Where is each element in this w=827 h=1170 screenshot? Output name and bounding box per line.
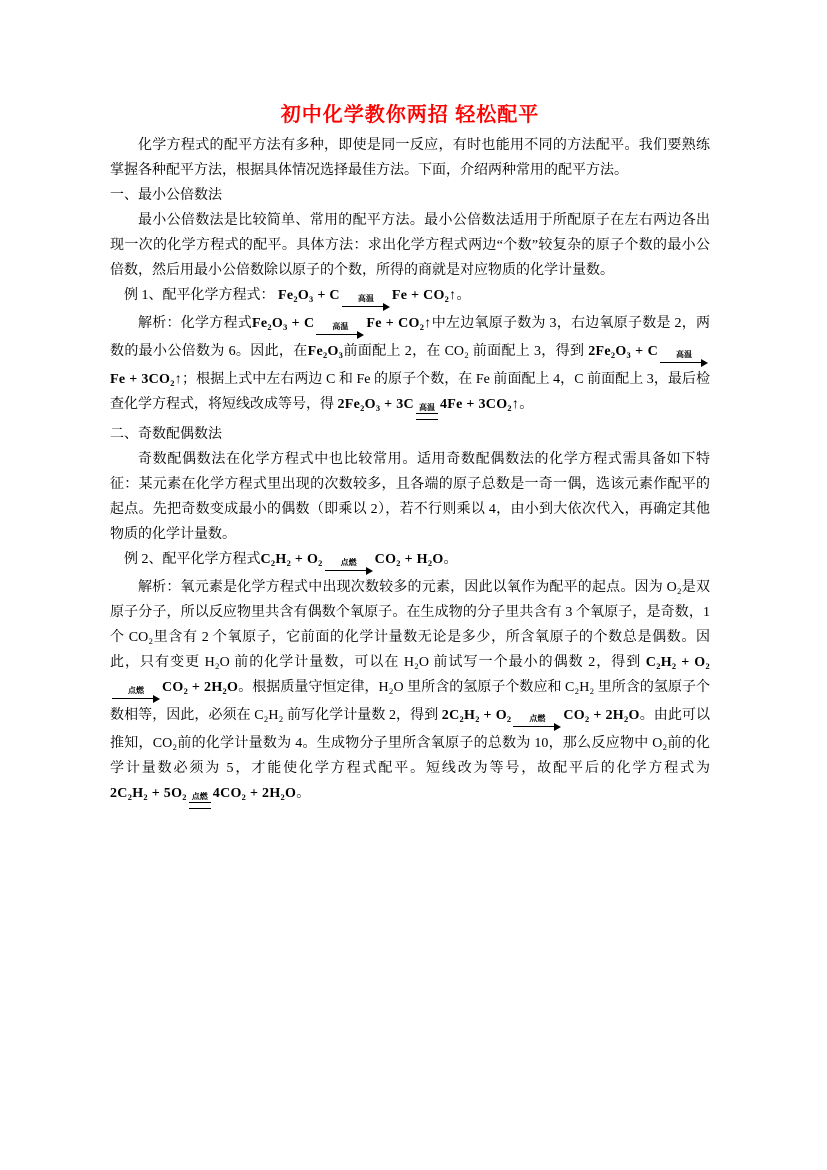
arrow-shaft-icon [325,567,373,575]
chem-formula: 4Fe + 3CO₂↑ [439,397,520,412]
document-content [110,98,710,811]
chem-formula: C₂H₂ + O₂ [645,655,710,670]
section1-heading: 一、最小公倍数法 [110,188,222,203]
example2-lead: 例 2、配平化学方程式 [124,552,261,567]
section1-body: 最小公倍数法是比较简单、常用的配平方法。最小公倍数法适用于所配原子在左右两边各出现一次的化学方程式的配平。具体方法：求出化学方程式两边“个数”较复杂的原子个数的最小公倍数，然后用最小公倍数除以原子的个数，所得的商就是对应物质的化学计量数。 [110,213,710,278]
reaction-condition-label: 点燃 [128,686,144,695]
analysis1-text: 。 [519,397,534,412]
chem-formula: CO₂ + H₂O [374,552,444,567]
analysis2-text: 解析：氧元素是化学方程式中出现次数较多的元素，因此以氧作为配平的起点。因为 O₂是双原子分子，所以反应物里共含有偶数个氧原子。在生成物的分子里共含有 3 个氧原子，是奇数，1 个 CO₂里含有 2 个氧原子，它前面的化学计量数无论是多少，所含氧原子的个数总是偶数。因此，只有变更 H₂O 前的化学计量数，可以在 H₂O 前试写一个最小的偶数 2，得到 [110,580,710,670]
reaction-equals [189,792,211,811]
equals-bars-icon [416,413,438,420]
intro-paragraph: 化学方程式的配平方法有多种，即使是同一反应，有时也能用不同的方法配平。我们要熟练掌握各种配平方法，根据具体情况选择最佳方法。下面，介绍两种常用的配平方法。 [110,138,710,178]
example1-line [110,283,710,311]
chem-formula: 2Fe₂O₃ + C [588,344,659,359]
analysis1-text: 前面配上 2，在 CO₂ 前面配上 3，得到 [343,344,589,359]
reaction-arrow [325,558,373,575]
analysis2-paragraph [110,575,710,811]
chem-formula: 2C₂H₂ + 5O₂ [110,786,187,801]
analysis2-text: 。 [296,786,311,801]
chem-formula: CO₂ + 2H₂O [162,680,239,695]
example2-line [110,547,710,575]
analysis1-paragraph [110,311,710,422]
reaction-condition-label: 高温 [418,403,435,412]
arrow-shaft-icon [342,303,390,311]
chem-formula: Fe₂O₃ + C [278,288,340,303]
chem-formula: C₂H₂ + O₂ [260,552,323,567]
reaction-condition-label: 高温 [357,294,374,303]
reaction-arrow [112,686,160,703]
chem-formula: CO₂ + 2H₂O [563,708,640,723]
analysis1-text: 解析：化学方程式 [138,316,253,331]
reaction-condition-label: 高温 [332,322,349,331]
sentence-end: 。 [456,288,471,303]
chem-formula: 2C₂H₂ + O₂ [441,708,512,723]
arrow-shaft-icon [316,331,364,339]
chem-formula: Fe₂O₃ [307,344,344,359]
reaction-condition-label: 点燃 [529,714,546,723]
arrow-shaft-icon [660,359,708,367]
page-title: 初中化学教你两招 轻松配平 [280,104,540,126]
example1-lead: 例 1、配平化学方程式： [124,288,278,303]
sentence-end: 。 [443,552,458,567]
chem-formula: 2Fe₂O₃ + 3C [337,397,414,412]
chem-formula: Fe₂O₃ + C [252,316,315,331]
section2-heading: 二、奇数配偶数法 [110,427,222,442]
analysis2-text: 。根据质量守恒定律，H₂O 里所含的氢原子个数应和 C₂H₂ 里所含的氢原子个数相等，因此，必须在 C₂H₂ 前写化学计量数 2，得到 [110,680,710,723]
arrow-shaft-icon [112,695,160,703]
reaction-arrow [342,294,390,311]
reaction-arrow [513,714,561,731]
section2-body: 奇数配偶数法在化学方程式中也比较常用。适用奇数配偶数法的化学方程式需具备如下特征：某元素在化学方程式里出现的次数较多，且各端的原子总数是一奇一偶，选该元素作配平的起点。先把奇数变成最小的偶数（即乘以 2），若不行则乘以 4，由小到大依次代入，再确定其他物质的化学计量数。 [110,452,710,542]
reaction-arrow [660,350,708,367]
analysis1-text: 中左边氧原子数为 3，右边氧原子数是 2，两数的最小公倍数为 6。因此，在 [110,316,711,359]
reaction-condition-label: 高温 [676,350,693,359]
analysis2-text: 。由此可以推知，CO₂前的化学计量数为 4。生成物分子里所含氧原子的总数为 10，那么反应物中 O₂前的化学计量数必须为 5，才能使化学方程式配平。短线改为等号，故配平后的化学方程式为 [110,708,710,776]
chem-formula: Fe + 3CO₂↑ [110,372,183,387]
reaction-condition-label: 点燃 [191,792,208,801]
chem-formula: Fe + CO₂↑ [366,316,432,331]
equals-bars-icon [189,802,211,809]
reaction-equals [416,403,438,422]
arrow-shaft-icon [513,723,561,731]
analysis1-text: ；根据上式中左右两边 C 和 Fe 的原子个数，在 Fe 前面配上 4，C 前面配上 3，最后检查化学方程式，将短线改成等号，得 [110,372,710,412]
reaction-condition-label: 点燃 [340,558,357,567]
chem-formula: Fe + CO₂↑ [391,288,457,303]
reaction-arrow [316,322,364,339]
chem-formula: 4CO₂ + 2H₂O [212,786,297,801]
